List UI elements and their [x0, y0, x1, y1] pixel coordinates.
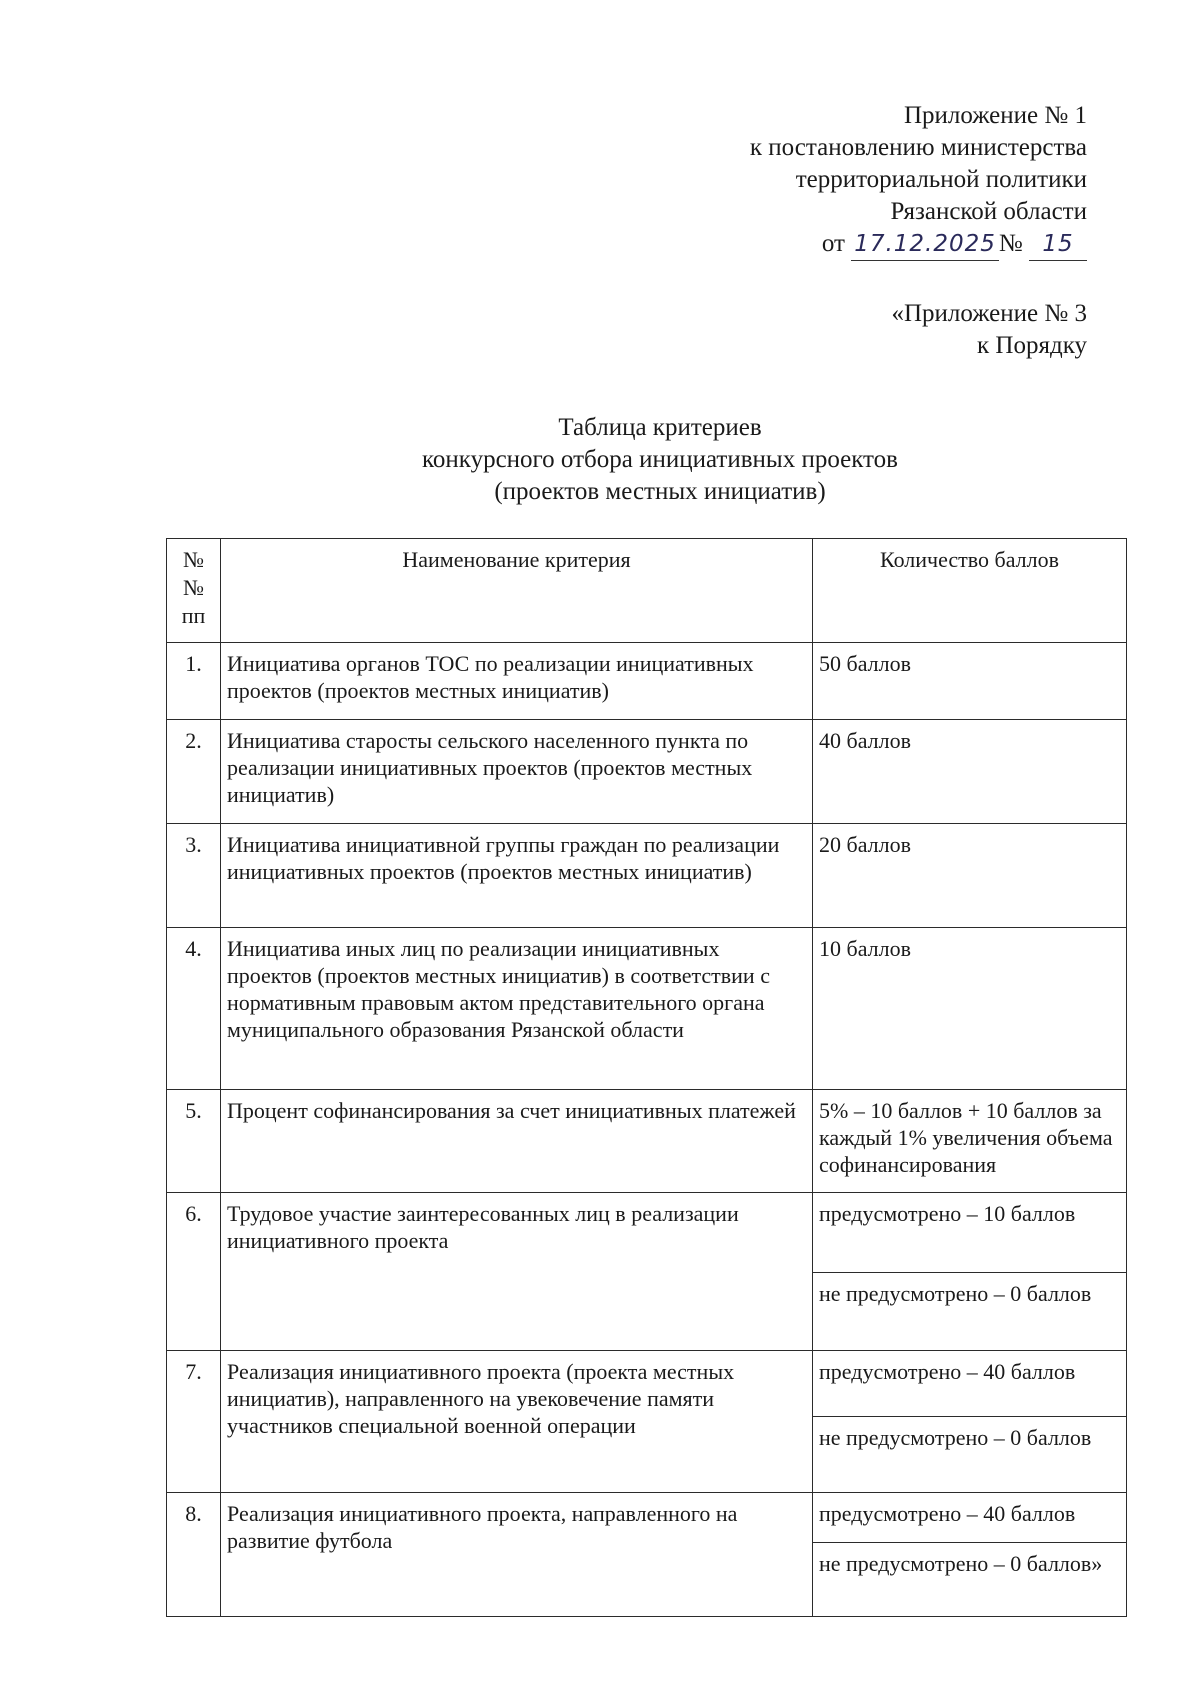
criterion-points: 20 баллов [813, 824, 1127, 928]
row-number: 3. [167, 824, 221, 928]
table-title [0, 412, 1200, 508]
row-number: 8. [167, 1493, 221, 1617]
criterion-points: 10 баллов [813, 928, 1127, 1090]
order-reference [891, 298, 1087, 362]
row-number: 1. [167, 643, 221, 720]
table-row [167, 643, 1127, 720]
table-row [167, 720, 1127, 824]
row-number: 2. [167, 720, 221, 824]
handwritten-number: 15 [1029, 228, 1087, 261]
row-number: 4. [167, 928, 221, 1090]
criterion-points-yes: предусмотрено – 40 баллов [813, 1493, 1127, 1543]
criterion-name: Процент софинансирования за счет инициативных платежей [221, 1090, 813, 1193]
table-header-row [167, 539, 1127, 643]
row-number: 7. [167, 1351, 221, 1493]
row-number: 6. [167, 1193, 221, 1351]
order-ref-line-2: к Порядку [977, 332, 1087, 359]
criterion-name: Реализация инициативного проекта (проекта местных инициатив), направленного на увековечение памяти участников специальной военной операции [221, 1351, 813, 1493]
criterion-points-no: не предусмотрено – 0 баллов» [813, 1543, 1127, 1617]
appendix-line-4: Рязанской области [890, 198, 1087, 225]
criterion-points: 5% – 10 баллов + 10 баллов за каждый 1% увеличения объема софинансирования [813, 1090, 1127, 1193]
table-title-line-2: конкурсного отбора инициативных проектов [422, 446, 898, 473]
table-row [167, 928, 1127, 1090]
date-prefix: от [821, 230, 845, 257]
appendix-line-3: территориальной политики [795, 166, 1087, 193]
criteria-table [166, 538, 1127, 1617]
table-row [167, 1193, 1127, 1273]
order-ref-line-1: «Приложение № 3 [891, 300, 1087, 327]
header-criterion-name: Наименование критерия [221, 539, 813, 643]
table-title-line-3: (проектов местных инициатив) [494, 478, 826, 505]
table-row [167, 1090, 1127, 1193]
row-number: 5. [167, 1090, 221, 1193]
appendix-header [750, 100, 1087, 261]
criterion-name: Трудовое участие заинтересованных лиц в реализации инициативного проекта [221, 1193, 813, 1351]
header-num [167, 539, 221, 643]
criterion-name: Инициатива иных лиц по реализации инициативных проектов (проектов местных инициатив) в соответствии с нормативным правовым актом представительного органа муниципального образования Рязанской области [221, 928, 813, 1090]
appendix-title: Приложение № 1 [903, 102, 1087, 129]
criterion-points: 40 баллов [813, 720, 1127, 824]
criterion-points: 50 баллов [813, 643, 1127, 720]
appendix-line-2: к постановлению министерства [749, 134, 1087, 161]
header-num-line-3: пп [181, 603, 206, 628]
criterion-name: Инициатива старосты сельского населенного пункта по реализации инициативных проектов (проектов местных инициатив) [221, 720, 813, 824]
table-row [167, 824, 1127, 928]
table-title-line-1: Таблица критериев [558, 414, 762, 441]
number-prefix: № [998, 230, 1023, 257]
appendix-date-line [750, 228, 1087, 261]
criterion-name: Инициатива инициативной группы граждан по реализации инициативных проектов (проектов местных инициатив) [221, 824, 813, 928]
handwritten-date: 17.12.2025 [851, 228, 999, 261]
table-row [167, 1351, 1127, 1417]
criterion-points-yes: предусмотрено – 10 баллов [813, 1193, 1127, 1273]
criterion-points-no: не предусмотрено – 0 баллов [813, 1273, 1127, 1351]
criterion-name: Реализация инициативного проекта, направленного на развитие футбола [221, 1493, 813, 1617]
criterion-points-no: не предусмотрено – 0 баллов [813, 1417, 1127, 1493]
header-num-line-2: № [183, 575, 204, 600]
table-row [167, 1493, 1127, 1543]
criterion-points-yes: предусмотрено – 40 баллов [813, 1351, 1127, 1417]
criterion-name: Инициатива органов ТОС по реализации инициативных проектов (проектов местных инициатив) [221, 643, 813, 720]
header-num-line-1: № [183, 547, 204, 572]
header-points: Количество баллов [813, 539, 1127, 643]
